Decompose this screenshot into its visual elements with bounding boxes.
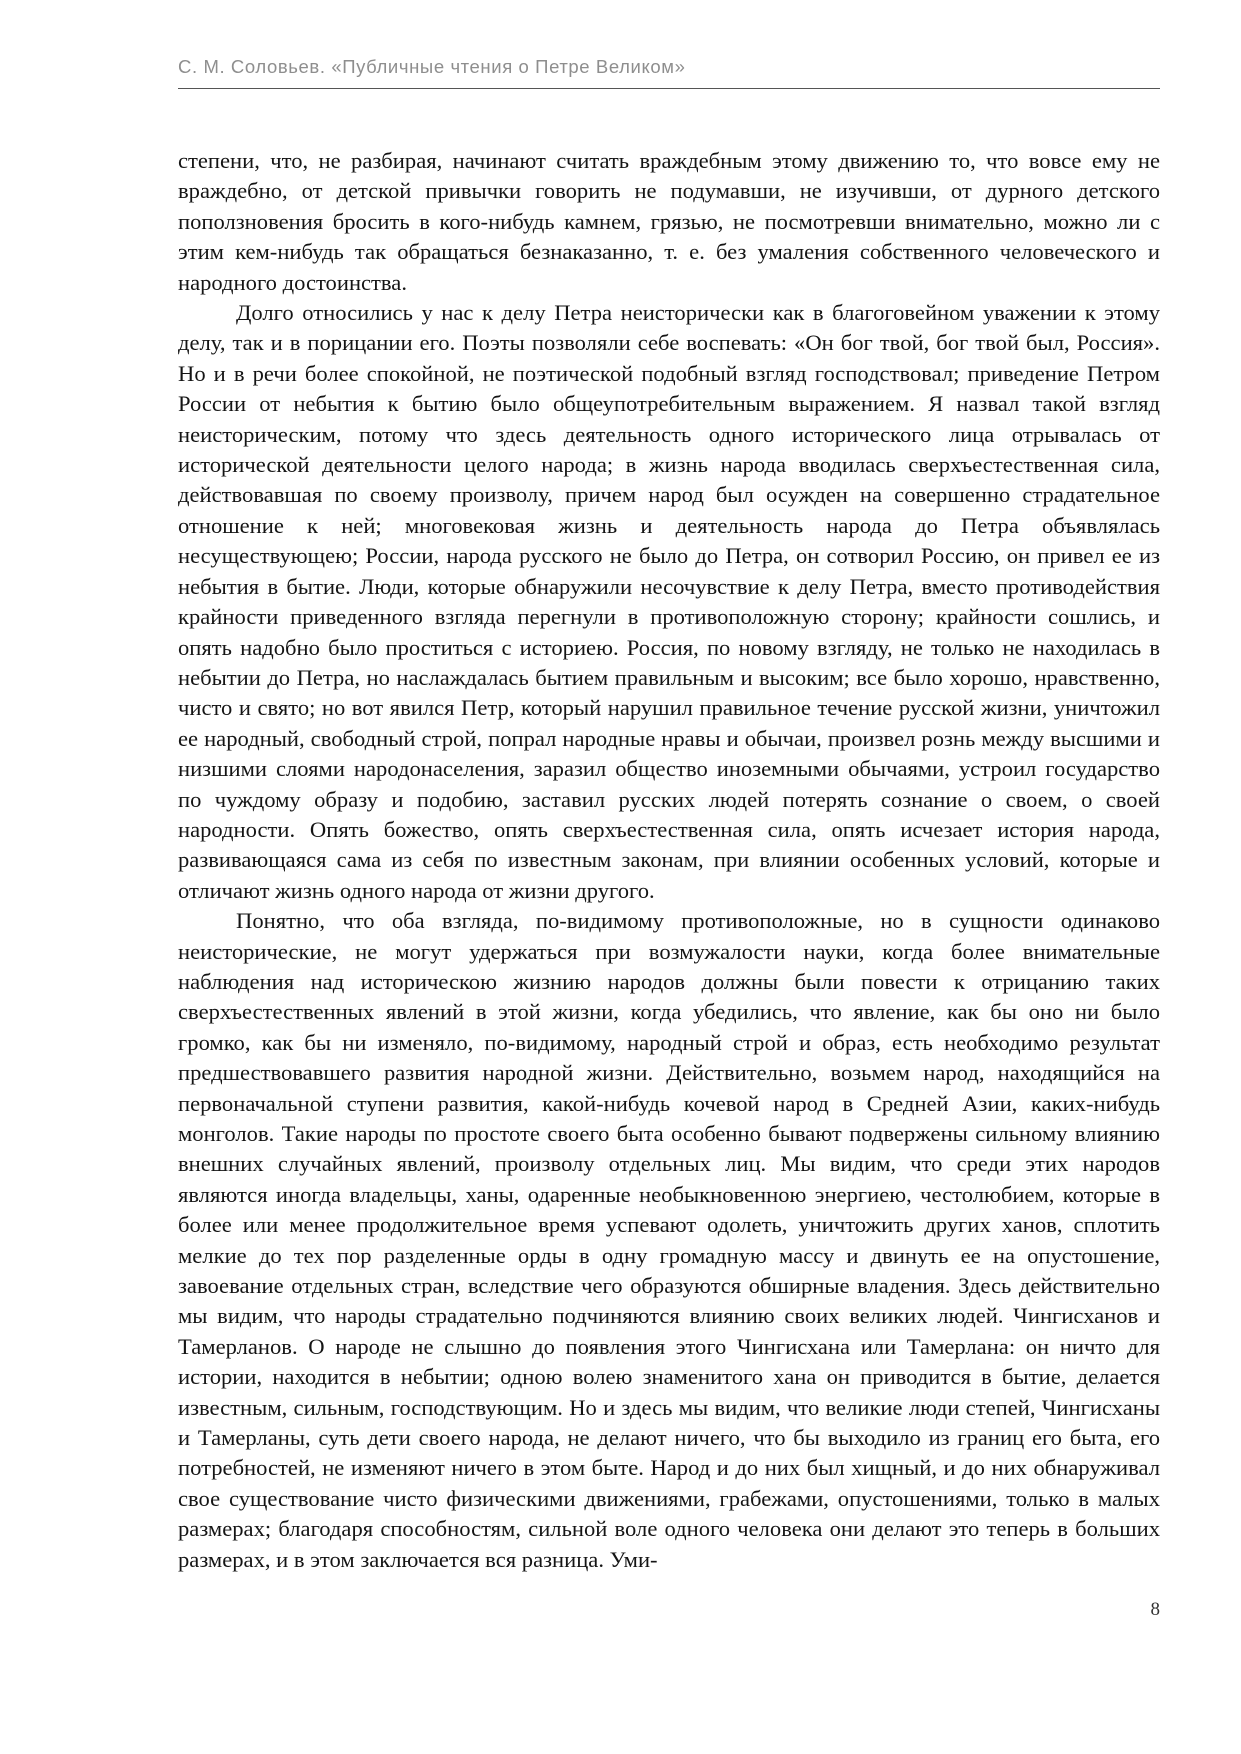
- paragraph: Долго относились у нас к делу Петра неисторически как в благоговейном уважении к этому делу, так и в порицании его. Поэты позволяли себе воспевать: «Он бог твой, бог твой был, Россия». Но и в речи более спокойной, не поэтической подобный взгляд господствовал; приведение Петром России от небытия к бытию было общеупотребительным выражением. Я назвал такой взгляд неисторическим, потому что здесь деятельность одного исторического лица отрывалась от исторической деятельности целого народа; в жизнь народа вводилась сверхъестественная сила, действовавшая по своему произволу, причем народ был осужден на совершенно страдательное отношение к ней; многовековая жизнь и деятельность народа до Петра объявлялась несуществующею; России, народа русского не было до Петра, он сотворил Россию, он привел ее из небытия в бытие. Люди, которые обнаружили несочувствие к делу Петра, вместо противодействия крайности приведенного взгляда перегнули в противоположную сторону; крайности сошлись, и опять надобно было проститься с историею. Россия, по новому взгляду, не только не находилась в небытии до Петра, но наслаждалась бытием правильным и высоким; все было хорошо, нравственно, чисто и свято; но вот явился Петр, который нарушил правильное течение русской жизни, уничтожил ее народный, свободный строй, попрал народные нравы и обычаи, произвел рознь между высшими и низшими слоями народонаселения, заразил общество иноземными обычаями, устроил государство по чуждому образу и подобию, заставил русских людей потерять сознание о своем, о своей народности. Опять божество, опять сверхъестественная сила, опять исчезает история народа, развивающаяся сама из себя по известным законам, при влиянии особенных условий, которые и отличают жизнь одного народа от жизни другого.: [178, 300, 1160, 903]
- paragraph-continuation: степени, что, не разбирая, начинают считать враждебным этому движению то, что вовсе ему не враждебно, от детской привычки говорить не подумавши, не изучивши, от дурного детского поползновения бросить в кого-нибудь камнем, грязью, не посмотревши внимательно, можно ли с этим кем-нибудь так обращаться безнаказанно, т. е. без умаления собственного человеческого и народного достоинства.: [178, 148, 1160, 295]
- body-text: [178, 146, 1160, 1575]
- page-number: 8: [1150, 1599, 1160, 1620]
- header-rule: [178, 88, 1160, 89]
- running-title: С. М. Соловьев. «Публичные чтения о Петре Великом»: [178, 56, 686, 77]
- paragraph: Понятно, что оба взгляда, по-видимому противоположные, но в сущности одинаково неисторические, не могут удержаться при возмужалости науки, когда более внимательные наблюдения над историческою жизнию народов должны были повести к отрицанию таких сверхъестественных явлений в этой жизни, когда убедились, что явление, как бы оно ни было громко, как бы ни изменяло, по-видимому, народный строй и образ, есть необходимо результат предшествовавшего развития народной жизни. Действительно, возьмем народ, находящийся на первоначальной ступени развития, какой-нибудь кочевой народ в Средней Азии, каких-нибудь монголов. Такие народы по простоте своего быта особенно бывают подвержены сильному влиянию внешних случайных явлений, произволу отдельных лиц. Мы видим, что среди этих народов являются иногда владельцы, ханы, одаренные необыкновенною энергиею, честолюбием, которые в более или менее продолжительное время успевают одолеть, уничтожить других ханов, сплотить мелкие до тех пор разделенные орды в одну громадную массу и двинуть ее на опустошение, завоевание отдельных стран, вследствие чего образуются обширные владения. Здесь действительно мы видим, что народы страдательно подчиняются влиянию своих великих людей. Чингисханов и Тамерланов. О народе не слышно до появления этого Чингисхана или Тамерлана: он ничто для истории, находится в небытии; одною волею знаменитого хана он приводится в бытие, делается известным, сильным, господствующим. Но и здесь мы видим, что великие люди степей, Чингисханы и Тамерланы, суть дети своего народа, не делают ничего, что бы выходило из границ его быта, его потребностей, не изменяют ничего в этом быте. Народ и до них был хищный, и до них обнаруживал свое существование чисто физическими движениями, грабежами, опустошениями, только в малых размерах; благодаря способностям, сильной воле одного человека они делают это теперь в больших размерах, и в этом заключается вся разница. Уми-: [178, 908, 1160, 1572]
